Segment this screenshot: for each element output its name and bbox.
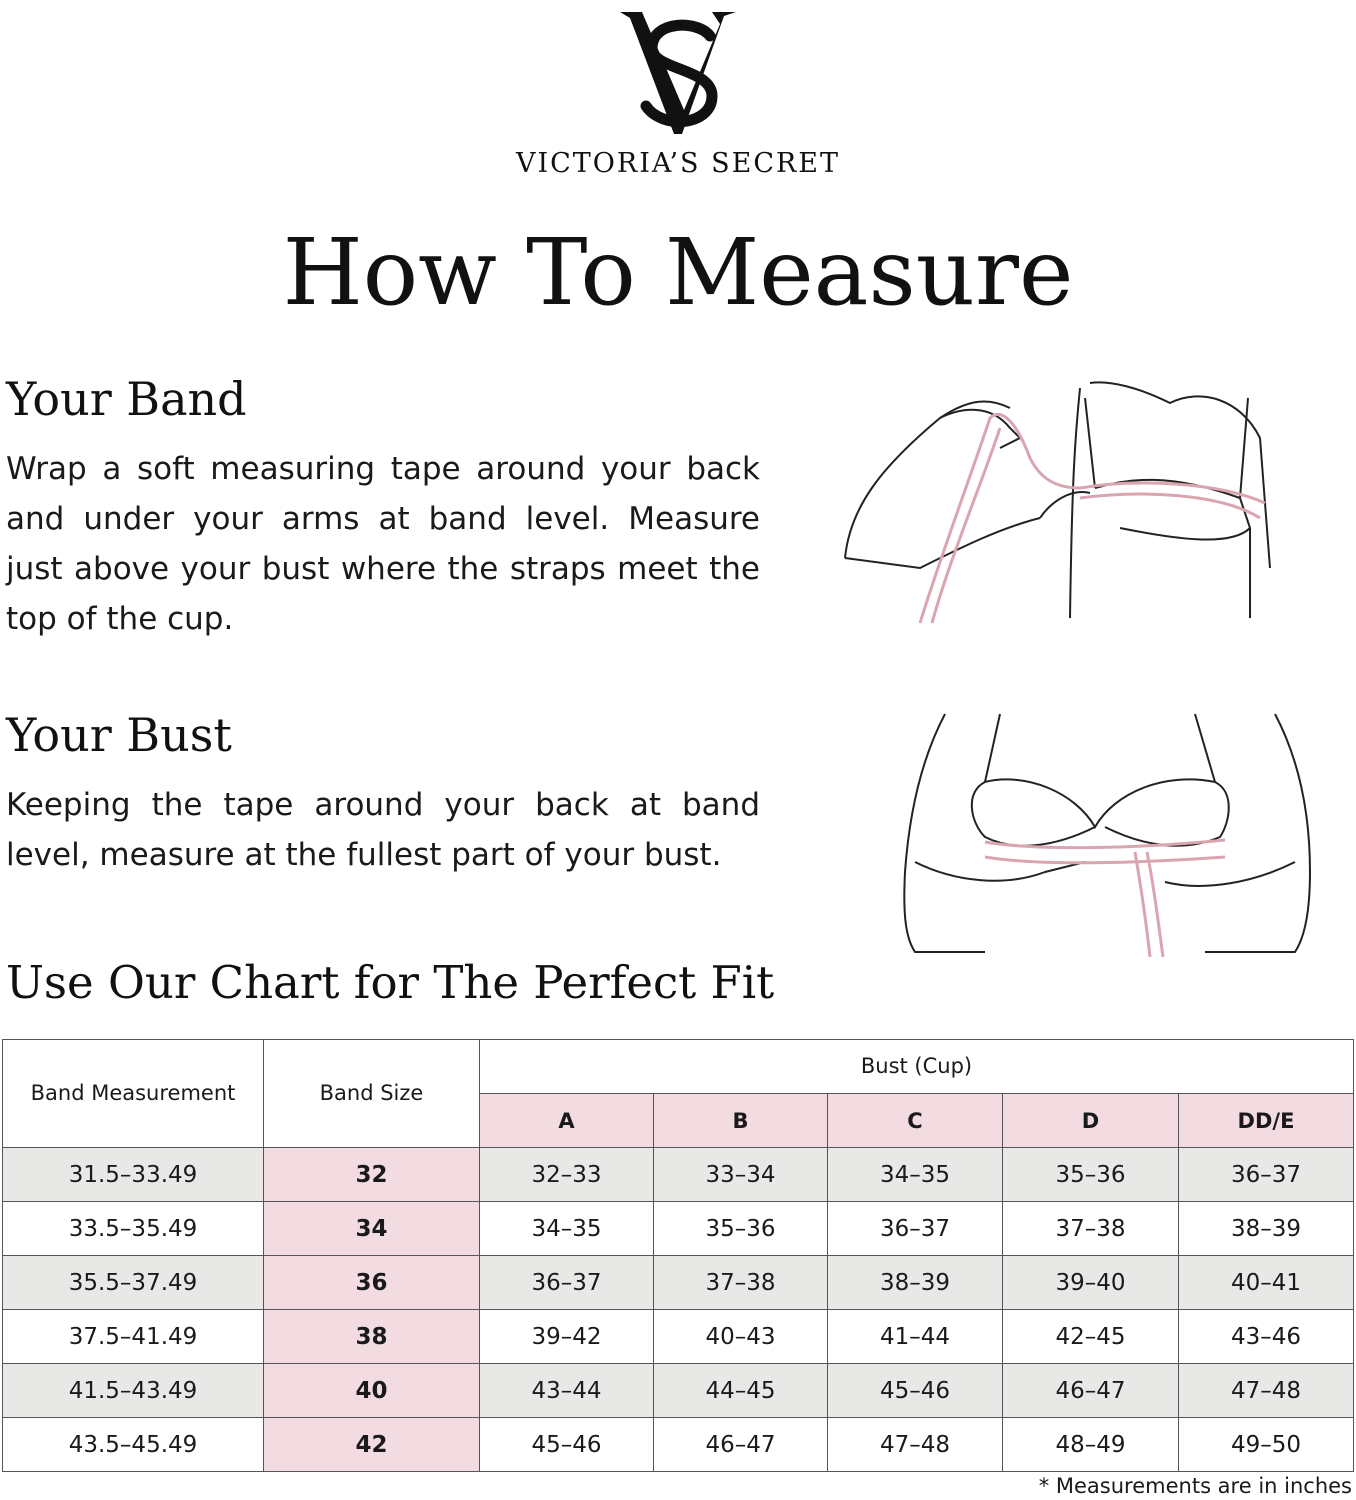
page-title: How To Measure: [282, 219, 1074, 326]
chart-title: Use Our Chart for The Perfect Fit: [6, 956, 775, 1009]
cup-cell: 33–34: [654, 1148, 828, 1202]
cup-cell: 46–47: [654, 1418, 828, 1472]
cup-cell: 40–41: [1179, 1256, 1354, 1310]
cup-cell: 47–48: [828, 1418, 1003, 1472]
vs-monogram-logo: [612, 6, 742, 136]
band-heading: Your Band: [6, 372, 247, 426]
band-measurement-cell: 37.5–41.49: [3, 1310, 264, 1364]
band-instructions: Wrap a soft measuring tape around your back and under your arms at band level. Measure just above your bust where the straps meet the top of the cup.: [6, 451, 760, 637]
cup-cell: 47–48: [1179, 1364, 1354, 1418]
band-measurement-cell: 35.5–37.49: [3, 1256, 264, 1310]
bust-cup-header: Bust (Cup): [480, 1040, 1354, 1094]
cup-cell: 37–38: [654, 1256, 828, 1310]
cup-cell: 35–36: [1003, 1148, 1179, 1202]
band-measurement-cell: 33.5–35.49: [3, 1202, 264, 1256]
cup-cell: 34–35: [828, 1148, 1003, 1202]
table-row: [3, 1202, 1354, 1256]
cup-cell: 44–45: [654, 1364, 828, 1418]
cup-cell: 45–46: [480, 1418, 654, 1472]
cup-cell: 37–38: [1003, 1202, 1179, 1256]
band-measurement-cell: 31.5–33.49: [3, 1148, 264, 1202]
table-row: [3, 1256, 1354, 1310]
bust-measuring-illustration: [895, 712, 1315, 957]
band-measurement-cell: 43.5–45.49: [3, 1418, 264, 1472]
brand-name: VICTORIA’S SECRET: [515, 148, 841, 179]
band-size-cell: 42: [264, 1418, 480, 1472]
cup-cell: 42–45: [1003, 1310, 1179, 1364]
band-measurement-header: Band Measurement: [3, 1040, 264, 1148]
band-size-cell: 32: [264, 1148, 480, 1202]
table-row: [3, 1418, 1354, 1472]
footnote: * Measurements are in inches: [1038, 1474, 1352, 1498]
band-measurement-cell: 41.5–43.49: [3, 1364, 264, 1418]
cup-cell: 39–42: [480, 1310, 654, 1364]
cup-header-a: A: [480, 1094, 654, 1148]
band-size-cell: 40: [264, 1364, 480, 1418]
cup-cell: 35–36: [654, 1202, 828, 1256]
cup-cell: 32–33: [480, 1148, 654, 1202]
cup-cell: 38–39: [1179, 1202, 1354, 1256]
table-row: [3, 1148, 1354, 1202]
band-size-cell: 38: [264, 1310, 480, 1364]
bust-instructions: Keeping the tape around your back at band level, measure at the fullest part of your bust.: [6, 787, 760, 873]
cup-header-d: D: [1003, 1094, 1179, 1148]
cup-cell: 49–50: [1179, 1418, 1354, 1472]
cup-cell: 39–40: [1003, 1256, 1179, 1310]
cup-cell: 40–43: [654, 1310, 828, 1364]
cup-header-dd-e: DD/E: [1179, 1094, 1354, 1148]
table-row: [3, 1364, 1354, 1418]
cup-cell: 36–37: [828, 1202, 1003, 1256]
cup-cell: 43–46: [1179, 1310, 1354, 1364]
cup-cell: 34–35: [480, 1202, 654, 1256]
cup-cell: 45–46: [828, 1364, 1003, 1418]
table-row: [3, 1310, 1354, 1364]
band-size-cell: 34: [264, 1202, 480, 1256]
cup-cell: 36–37: [1179, 1148, 1354, 1202]
band-size-header: Band Size: [264, 1040, 480, 1148]
cup-cell: 48–49: [1003, 1418, 1179, 1472]
cup-header-b: B: [654, 1094, 828, 1148]
cup-cell: 38–39: [828, 1256, 1003, 1310]
cup-header-c: C: [828, 1094, 1003, 1148]
band-measuring-illustration: [840, 378, 1280, 628]
band-size-cell: 36: [264, 1256, 480, 1310]
cup-cell: 46–47: [1003, 1364, 1179, 1418]
size-chart-table: [2, 1039, 1354, 1472]
cup-cell: 43–44: [480, 1364, 654, 1418]
cup-cell: 41–44: [828, 1310, 1003, 1364]
bust-heading: Your Bust: [6, 708, 232, 762]
cup-cell: 36–37: [480, 1256, 654, 1310]
